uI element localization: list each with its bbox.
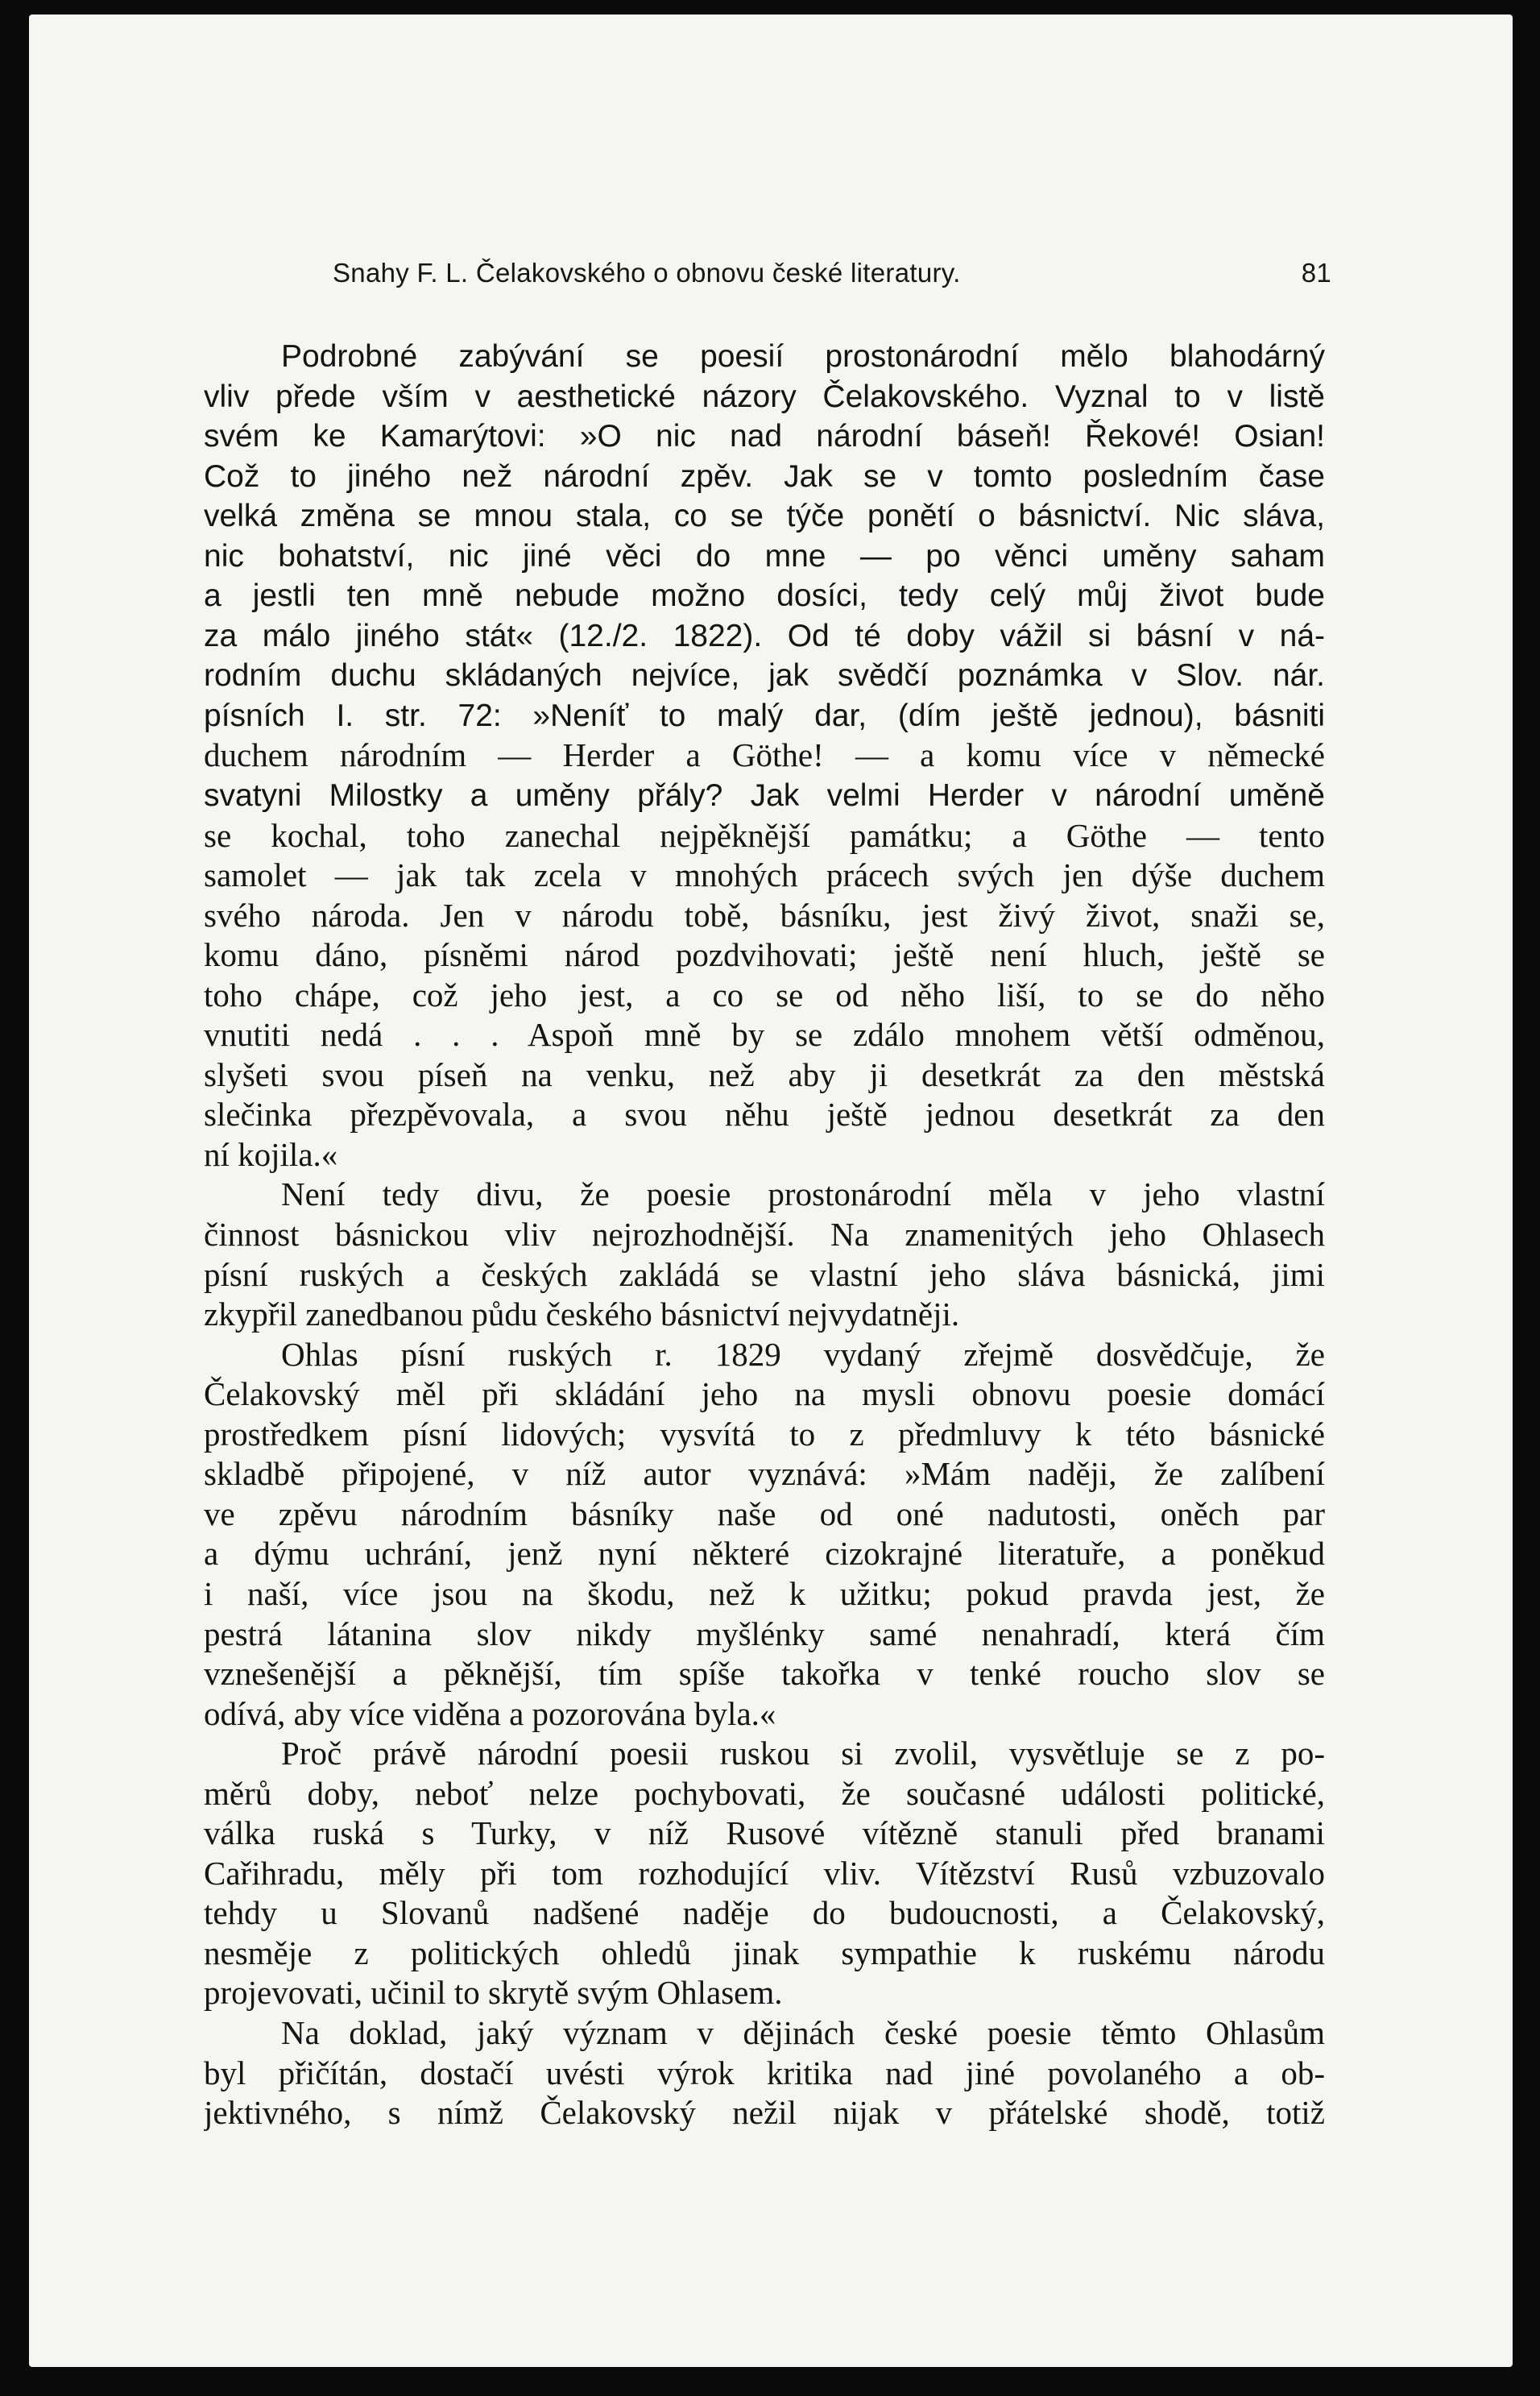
- text-line: slečinka přezpěvovala, a svou něhu ještě jednou desetkrát za den: [204, 1096, 1325, 1134]
- text-line: jektivného, s nímž Čelakovský nežil nijak v přátelské shodě, totiž: [204, 2094, 1325, 2132]
- text-line: byl přičítán, dostačí uvésti výrok kritika nad jiné povolaného a ob-: [204, 2054, 1325, 2091]
- text-line: ve zpěvu národním básníky naše od oné nadutosti, oněch par: [204, 1494, 1325, 1532]
- paragraph-3: [204, 1335, 1325, 1734]
- running-header: [333, 258, 1331, 303]
- text-line: a dýmu uchrání, jenž nyní některé cizokrajné literatuře, a poněkud: [204, 1535, 1325, 1573]
- page-number: 81: [1301, 258, 1331, 288]
- text-line: měrů doby, neboť nelze pochybovati, že současné události politické,: [204, 1774, 1325, 1812]
- text-line: a jestli ten mně nebude možno dosíci, tedy celý můj život bude: [204, 578, 1325, 614]
- text-line: zkypřil zanedbanou půdu českého básnictví nejvydatněji.: [204, 1295, 960, 1333]
- text-line: svatyni Milostky a uměny přály? Jak velmi Herder v národní uměně: [204, 778, 1325, 814]
- body-text: [204, 337, 1325, 2133]
- text-line: písních I. str. 72: »Neníť to malý dar, (dím ještě jednou), básniti: [204, 698, 1325, 733]
- text-line: i naší, více jsou na škodu, než k užitku; pokud pravda jest, že: [204, 1574, 1325, 1612]
- text-line: Čelakovský měl při skládání jeho na mysli obnovu poesie domácí: [204, 1375, 1325, 1413]
- text-line: rodním duchu skládaných nejvíce, jak svědčí poznámka v Slov. nár.: [204, 658, 1325, 694]
- text-line: odívá, aby více viděna a pozorována byla.«: [204, 1694, 776, 1732]
- text-line: vnutiti nedá . . . Aspoň mně by se zdálo mnohem větší odměnou,: [204, 1016, 1325, 1054]
- text-line: ní kojila.«: [204, 1135, 338, 1173]
- text-line: Není tedy divu, že poesie prostonárodní měla v jeho vlastní: [281, 1175, 1325, 1213]
- text-line: prostředkem písní lidových; vysvítá to z předmluvy k této básnické: [204, 1415, 1325, 1453]
- text-line: nic bohatství, nic jiné věci do mne — po věnci uměny saham: [204, 538, 1325, 574]
- text-line: Což to jiného než národní zpěv. Jak se v tomto posledním čase: [204, 458, 1325, 494]
- text-line: Ohlas písní ruských r. 1829 vydaný zřejmě dosvědčuje, že: [281, 1335, 1325, 1373]
- paragraph-1: [204, 337, 1325, 1175]
- text-line: skladbě připojené, v níž autor vyznává: »Mám naději, že zalíbení: [204, 1455, 1325, 1493]
- text-line: toho chápe, což jeho jest, a co se od něho liší, to se do něho: [204, 976, 1325, 1014]
- paragraph-2: [204, 1175, 1325, 1334]
- text-line: samolet — jak tak zcela v mnohých prácech svých jen dýše duchem: [204, 856, 1325, 894]
- text-line: slyšeti svou píseň na venku, než aby ji desetkrát za den městská: [204, 1055, 1325, 1093]
- text-line: vznešenější a pěknější, tím spíše takořka v tenké roucho slov se: [204, 1655, 1325, 1693]
- text-line: se kochal, toho zanechal nejpěknější památku; a Göthe — tento: [204, 816, 1325, 854]
- text-line: pestrá látanina slov nikdy myšlénky samé nenahradí, která čím: [204, 1615, 1325, 1652]
- text-line: Podrobné zabývání se poesií prostonárodní mělo blahodárný: [281, 339, 1325, 374]
- text-line: svém ke Kamarýtovi: »O nic nad národní báseň! Řekové! Osian!: [204, 419, 1325, 454]
- text-line: tehdy u Slovanů nadšené naděje do budoucnosti, a Čelakovský,: [204, 1894, 1325, 1932]
- text-line: Proč právě národní poesii ruskou si zvolil, vysvětluje se z po-: [281, 1735, 1325, 1772]
- paragraph-4: [204, 1734, 1325, 2013]
- text-line: projevovati, učinil to skrytě svým Ohlasem.: [204, 1974, 783, 2012]
- text-line: činnost básnickou vliv nejrozhodnější. Na znamenitých jeho Ohlasech: [204, 1216, 1325, 1254]
- text-line: svého národa. Jen v národu tobě, básníku, jest živý život, snaži se,: [204, 896, 1325, 934]
- text-line: nesměje z politických ohledů jinak sympathie k ruskému národu: [204, 1934, 1325, 1971]
- text-line: vliv přede vším v aesthetické názory Čelakovského. Vyznal to v listě: [204, 379, 1325, 414]
- text-line: válka ruská s Turky, v níž Rusové vítězně stanuli před branami: [204, 1814, 1325, 1852]
- paragraph-5: [204, 2013, 1325, 2133]
- text-line: velká změna se mnou stala, co se týče ponětí o básnictví. Nic sláva,: [204, 499, 1325, 534]
- text-line: za málo jiného stát« (12./2. 1822). Od té doby vážil si básní v ná-: [204, 618, 1325, 653]
- running-title: Snahy F. L. Čelakovského o obnovu české literatury.: [333, 258, 961, 288]
- text-line: komu dáno, písněmi národ pozdvihovati; ještě není hluch, ještě se: [204, 936, 1325, 974]
- text-line: písní ruských a českých zakládá se vlastní jeho sláva básnická, jimi: [204, 1255, 1325, 1293]
- text-line: duchem národním — Herder a Göthe! — a komu více v německé: [204, 736, 1325, 774]
- text-line: Na doklad, jaký význam v dějinách české poesie těmto Ohlasům: [281, 2013, 1325, 2051]
- text-line: Cařihradu, měly při tom rozhodující vliv. Vítězství Rusů vzbuzovalo: [204, 1854, 1325, 1892]
